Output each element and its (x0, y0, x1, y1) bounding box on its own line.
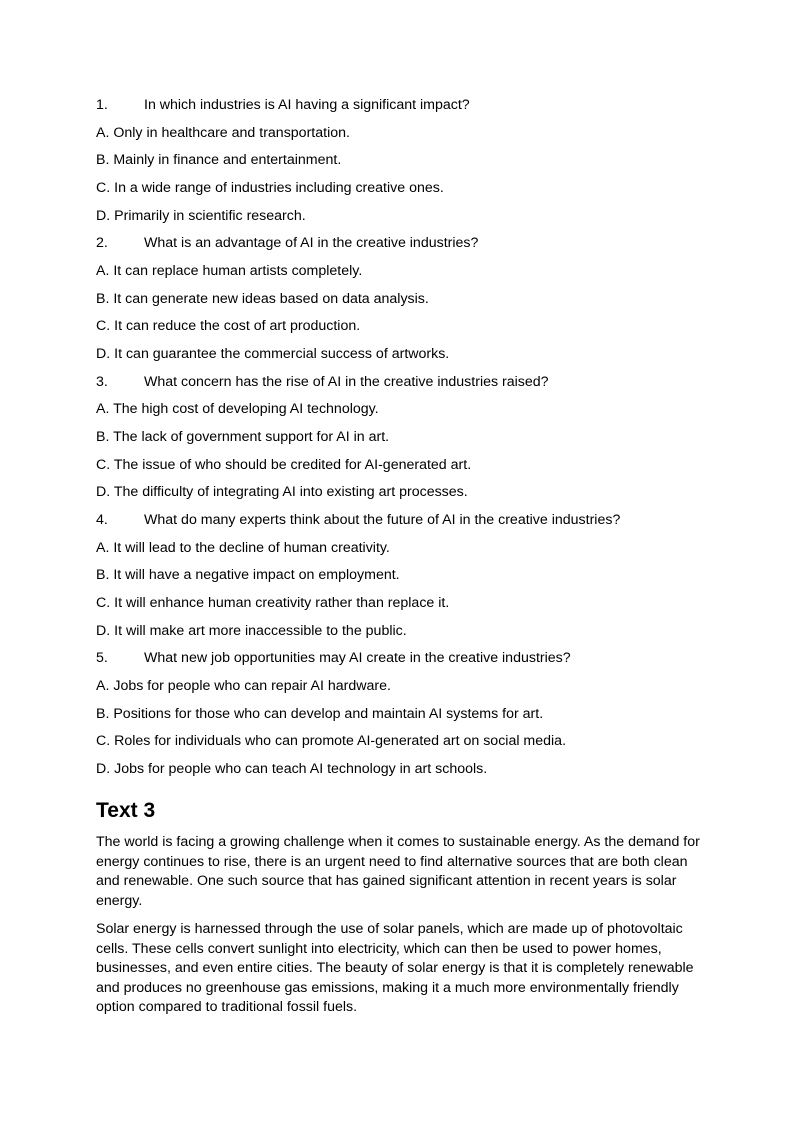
question-number: 5. (96, 650, 108, 666)
section-heading: Text 3 (96, 799, 156, 822)
question-text: What do many experts think about the future of AI in the creative industries? (144, 512, 621, 528)
option-5b: B. Positions for those who can develop and maintain AI systems for art. (96, 706, 544, 722)
option-5a: A. Jobs for people who can repair AI hardware. (96, 678, 391, 694)
option-5d: D. Jobs for people who can teach AI technology in art schools. (96, 761, 488, 777)
option-2c: C. It can reduce the cost of art production. (96, 318, 361, 334)
question-number: 4. (96, 512, 108, 528)
question-number: 2. (96, 235, 108, 251)
question-text: What is an advantage of AI in the creative industries? (144, 235, 479, 251)
option-5c: C. Roles for individuals who can promote AI-generated art on social media. (96, 733, 567, 749)
paragraph-2: Solar energy is harnessed through the use of solar panels, which are made up of photovoltaic cells. These cells convert sunlight into electricity, which can then be used to power homes, businesses, and even entire cities. The beauty of solar energy is that it is completely renewable and produces no greenhouse gas emissions, making it a much more environmentally friendly option compared to traditional fossil fuels. (96, 921, 694, 1016)
question-4 (96, 511, 620, 529)
question-number: 3. (96, 374, 108, 390)
option-1a: A. Only in healthcare and transportation. (96, 125, 350, 141)
option-3b: B. The lack of government support for AI in art. (96, 429, 390, 445)
option-1c: C. In a wide range of industries including creative ones. (96, 180, 444, 196)
option-4d: D. It will make art more inaccessible to the public. (96, 623, 407, 639)
question-text: What new job opportunities may AI create in the creative industries? (144, 650, 571, 666)
option-1d: D. Primarily in scientific research. (96, 208, 306, 224)
option-3a: A. The high cost of developing AI technology. (96, 401, 379, 417)
question-2 (96, 234, 478, 252)
question-1 (96, 96, 470, 114)
question-text: In which industries is AI having a significant impact? (144, 97, 470, 113)
question-3 (96, 373, 549, 391)
question-5 (96, 649, 571, 667)
question-number: 1. (96, 97, 108, 113)
option-1b: B. Mainly in finance and entertainment. (96, 152, 342, 168)
option-4a: A. It will lead to the decline of human creativity. (96, 540, 390, 556)
option-2b: B. It can generate new ideas based on data analysis. (96, 291, 429, 307)
option-4c: C. It will enhance human creativity rather than replace it. (96, 595, 450, 611)
option-2d: D. It can guarantee the commercial success of artworks. (96, 346, 450, 362)
option-3c: C. The issue of who should be credited for AI-generated art. (96, 457, 472, 473)
paragraph-1: The world is facing a growing challenge when it comes to sustainable energy. As the demand for energy continues to rise, there is an urgent need to find alternative sources that are both clean and renewable. One such source that has gained significant attention in recent years is solar energy. (96, 834, 700, 909)
option-3d: D. The difficulty of integrating AI into existing art processes. (96, 484, 468, 500)
question-text: What concern has the rise of AI in the creative industries raised? (144, 374, 549, 390)
option-4b: B. It will have a negative impact on employment. (96, 567, 400, 583)
option-2a: A. It can replace human artists completely. (96, 263, 363, 279)
